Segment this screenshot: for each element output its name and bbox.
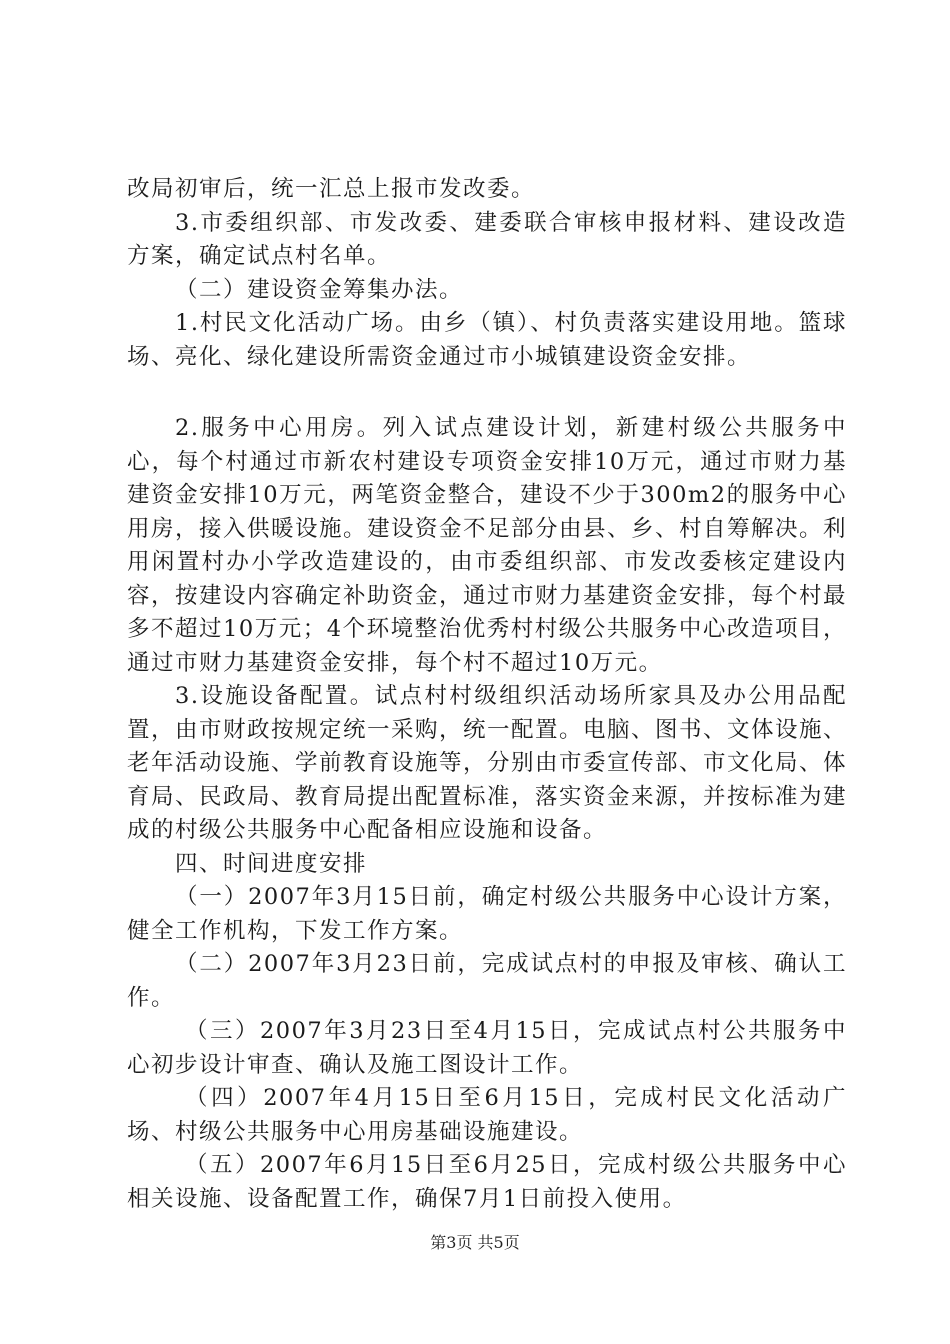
paragraph-spacer <box>127 374 847 412</box>
paragraph-item-1-plaza: 1.村民文化活动广场。由乡（镇）、村负责落实建设用地。篮球场、亮化、绿化建设所需资金通过市小城镇建设资金安排。 <box>127 310 847 370</box>
schedule-item-3: （三）2007年3月23日至4月15日，完成试点村公共服务中心初步设计审查、确认及施工图设计工作。 <box>127 1018 847 1078</box>
section-heading-funding: （二）建设资金筹集办法。 <box>175 276 464 303</box>
schedule-item-2: （二）2007年3月23日前，完成试点村的申报及审核、确认工作。 <box>127 951 847 1011</box>
paragraph-continuation: 改局初审后，统一汇总上报市发改委。 <box>127 176 536 202</box>
schedule-item-1: （一）2007年3月15日前，确定村级公共服务中心设计方案，健全工作机构，下发工作方案。 <box>127 884 847 944</box>
document-body <box>127 173 847 1216</box>
paragraph-item-2-service-center: 2.服务中心用房。列入试点建设计划，新建村级公共服务中心，每个村通过市新农村建设专项资金安排10万元，通过市财力基建资金安排10万元，两笔资金整合，建设不少于300m2的服务中心用房，接入供暖设施。建设资金不足部分由县、乡、村自筹解决。利用闲置村办小学改造建设的，由市委组织部、市发改委核定建设内容，按建设内容确定补助资金，通过市财力基建资金安排，每个村最多不超过10万元；4个环境整治优秀村村级公共服务中心改造项目，通过市财力基建资金安排，每个村不超过10万元。 <box>127 415 848 676</box>
schedule-item-5: （五）2007年6月15日至6月25日，完成村级公共服务中心相关设施、设备配置工作，确保7月1日前投入使用。 <box>127 1152 847 1212</box>
page-number-footer: 第3页 共5页 <box>430 1233 520 1252</box>
paragraph-item-3-review: 3.市委组织部、市发改委、建委联合审核申报材料、建设改造方案，确定试点村名单。 <box>127 209 847 269</box>
section-heading-schedule: 四、时间进度安排 <box>175 850 368 877</box>
paragraph-item-3-equipment: 3.设施设备配置。试点村村级组织活动场所家具及办公用品配置，由市财政按规定统一采购，统一配置。电脑、图书、文体设施、老年活动设施、学前教育设施等，分别由市委宣传部、市文化局、体育局、民政局、教育局提出配置标准，落实资金来源，并按标准为建成的村级公共服务中心配备相应设施和设备。 <box>127 683 848 843</box>
schedule-item-4: （四）2007年4月15日至6月15日，完成村民文化活动广场、村级公共服务中心用房基础设施建设。 <box>127 1085 847 1145</box>
